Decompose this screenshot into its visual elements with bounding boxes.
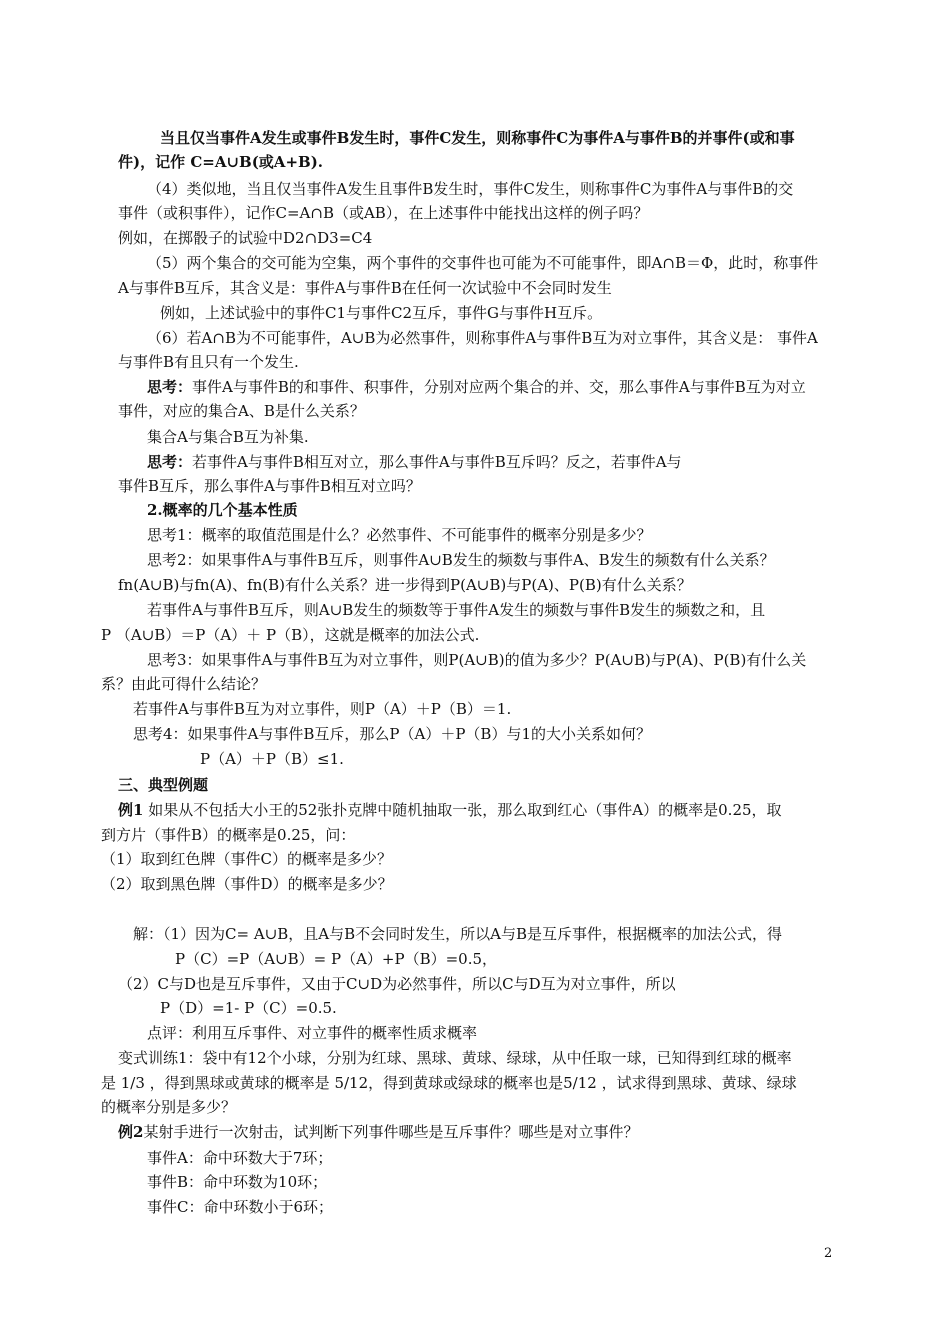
text-line: 当且仅当事件A发生或事件B发生时，事件C发生，则称事件C为事件A与事件B的并事件(或和事	[160, 129, 795, 147]
text-line: 与事件B有且只有一个发生.	[118, 353, 299, 371]
text-line: （6）若A∩B为不可能事件，A∪B为必然事件，则称事件A与事件B互为对立事件，其含义是： 事件A	[147, 329, 818, 347]
text-line: 集合A与集合B互为补集.	[147, 428, 309, 446]
text-line: fn(A∪B)与fn(A)、fn(B)有什么关系？进一步得到P(A∪B)与P(A)、P(B)有什么关系？	[118, 576, 692, 594]
line-body: 若事件A与事件B相互对立，那么事件A与事件B互斥吗？反之，若事件A与	[192, 453, 682, 471]
text-line: 三、典型例题	[118, 776, 209, 794]
text-line: 变式训练1：袋中有12个小球，分别为红球、黑球、黄球、绿球，从中任取一球，已知得到红球的概率	[118, 1049, 792, 1067]
text-line: （2）取到黑色牌（事件D）的概率是多少？	[101, 875, 393, 893]
text-line: P （A∪B）＝P（A）＋ P（B），这就是概率的加法公式.	[101, 626, 480, 644]
text-line: 思考2：如果事件A与事件B互斥，则事件A∪B发生的频数与事件A、B发生的频数有什么关系？	[147, 551, 775, 569]
text-line: （4）类似地，当且仅当事件A发生且事件B发生时，事件C发生，则称事件C为事件A与事件B的交	[147, 180, 794, 198]
text-line: 思考3：如果事件A与事件B互为对立事件，则P(A∪B)的值为多少？P(A∪B)与P(A)、P(B)有什么关	[147, 651, 807, 669]
text-line	[118, 1122, 638, 1142]
text-line: 若事件A与事件B互为对立事件，则P（A）＋P（B）＝1.	[133, 700, 512, 718]
text-line: 若事件A与事件B互斥，则A∪B发生的频数等于事件A发生的频数与事件B发生的频数之和，且	[147, 601, 766, 619]
text-line: 系？由此可得什么结论？	[101, 675, 267, 693]
line-body: 某射手进行一次射击，试判断下列事件哪些是互斥事件？哪些是对立事件？	[143, 1123, 639, 1141]
text-line: 是 1/3 ，得到黑球或黄球的概率是 5/12，得到黄球或绿球的概率也是5/12 ，试求得到黑球、黄球、绿球	[101, 1074, 797, 1092]
text-line: 解：（1）因为C= A∪B，且A与B不会同时发生，所以A与B是互斥事件，根据概率的加法公式，得	[133, 925, 782, 943]
text-line: 2.概率的几个基本性质	[147, 501, 298, 519]
lead-label: 例1	[118, 801, 144, 819]
text-line: 的概率分别是多少？	[101, 1098, 237, 1116]
text-line: 事件B互斥，那么事件A与事件B相互对立吗？	[118, 477, 421, 495]
text-line	[147, 377, 806, 397]
text-line: A与事件B互斥，其含义是：事件A与事件B在任何一次试验中不会同时发生	[118, 279, 612, 297]
text-line: （1）取到红色牌（事件C）的概率是多少？	[101, 850, 393, 868]
text-line: 事件B：命中环数为10环；	[147, 1173, 328, 1191]
text-line: P（D）=1- P（C）=0.5.	[160, 999, 337, 1017]
text-line: P（C）=P（A∪B）= P（A）+P（B）=0.5，	[175, 950, 498, 968]
text-line: 思考1：概率的取值范围是什么？必然事件、不可能事件的概率分别是多少？	[147, 526, 652, 544]
text-line	[147, 452, 682, 472]
lead-label: 思考：	[147, 378, 193, 396]
line-body: 事件A与事件B的和事件、积事件，分别对应两个集合的并、交，那么事件A与事件B互为对立	[192, 378, 806, 396]
text-line: 事件C：命中环数小于6环；	[147, 1198, 334, 1216]
text-line: （5）两个集合的交可能为空集，两个事件的交事件也可能为不可能事件，即A∩B＝Φ，此时，称事件	[147, 254, 819, 272]
text-line: 例如，上述试验中的事件C1与事件C2互斥，事件G与事件H互斥。	[160, 304, 603, 322]
text-line: （2）C与D也是互斥事件，又由于C∪D为必然事件，所以C与D互为对立事件，所以	[118, 975, 676, 993]
text-line: 思考4：如果事件A与事件B互斥，那么P（A）＋P（B）与1的大小关系如何？	[133, 725, 651, 743]
text-line: 例如，在掷骰子的试验中D2∩D3=C4	[118, 229, 373, 247]
text-line: 件)，记作 C=A∪B(或A+B).	[118, 153, 324, 171]
text-line: P（A）＋P（B）≤1.	[200, 750, 344, 768]
line-body: 如果从不包括大小王的52张扑克牌中随机抽取一张，那么取到红心（事件A）的概率是0.25，取	[143, 801, 782, 819]
lead-label: 思考：	[147, 453, 193, 471]
text-line: 事件（或积事件），记作C=A∩B（或AB），在上述事件中能找出这样的例子吗？	[118, 204, 649, 222]
lead-label: 例2	[118, 1123, 144, 1141]
text-line: 点评：利用互斥事件、对立事件的概率性质求概率	[147, 1024, 478, 1042]
text-line	[118, 800, 782, 820]
page-number: 2	[824, 1246, 833, 1261]
text-line: 事件，对应的集合A、B是什么关系？	[118, 402, 365, 420]
text-line: 到方片（事件B）的概率是0.25，问：	[101, 826, 356, 844]
text-line: 事件A：命中环数大于7环；	[147, 1149, 333, 1167]
